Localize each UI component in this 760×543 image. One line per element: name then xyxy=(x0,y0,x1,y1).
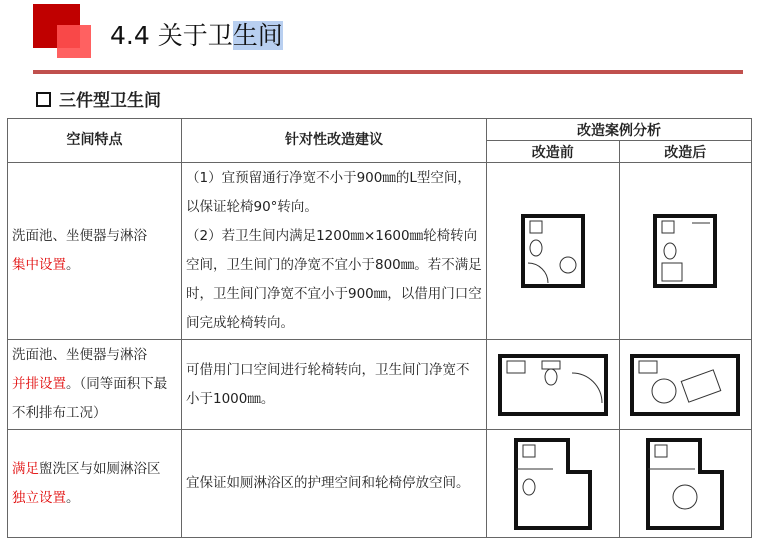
table-row xyxy=(8,340,752,430)
floorplan-before-image xyxy=(497,353,609,417)
header-cases: 改造案例分析 xyxy=(487,119,752,141)
plan-before xyxy=(487,163,620,340)
advice-cell: 宜保证如厕淋浴区的护理空间和轮椅停放空间。 xyxy=(182,430,487,538)
floorplan-after-image xyxy=(645,437,725,531)
plan-before xyxy=(487,430,620,538)
renovation-table xyxy=(7,118,752,538)
section-title: 三件型卫生间 xyxy=(36,86,161,111)
floorplan-after-image xyxy=(629,353,741,417)
header-after: 改造后 xyxy=(619,141,752,163)
square-bullet-icon xyxy=(36,92,51,107)
table-row xyxy=(8,430,752,538)
feature-cell: 洗面池、坐便器与淋浴 集中设置。 xyxy=(8,163,182,340)
plan-after xyxy=(619,340,752,430)
header-advice: 针对性改造建议 xyxy=(182,119,487,163)
logo-square-light xyxy=(57,25,91,58)
floorplan-before-image xyxy=(513,437,593,531)
advice-cell: 可借用门口空间进行轮椅转向，卫生间门净宽不小于1000㎜。 xyxy=(182,340,487,430)
plan-before xyxy=(487,340,620,430)
plan-after xyxy=(619,430,752,538)
title-divider xyxy=(33,70,743,74)
header-feature: 空间特点 xyxy=(8,119,182,163)
header-before: 改造前 xyxy=(487,141,620,163)
plan-after xyxy=(619,163,752,340)
feature-cell: 满足盥洗区与如厕淋浴区 独立设置。 xyxy=(8,430,182,538)
page-title: 4.4 关于卫生间 xyxy=(110,21,283,50)
advice-cell: （1）宜预留通行净宽不小于900㎜的L型空间，以保证轮椅90°转向。 （2）若卫生间内满足1200㎜×1600㎜轮椅转向空间，卫生间门的净宽不宜小于800㎜。若不满足时，卫生间门净宽不宜小于900㎜，以借用门口空间完成轮椅转向。 xyxy=(182,163,487,340)
feature-cell: 洗面池、坐便器与淋浴 并排设置。（同等面积下最不利排布工况） xyxy=(8,340,182,430)
floorplan-before-image xyxy=(520,213,586,289)
table-row xyxy=(8,163,752,340)
floorplan-after-image xyxy=(652,213,718,289)
